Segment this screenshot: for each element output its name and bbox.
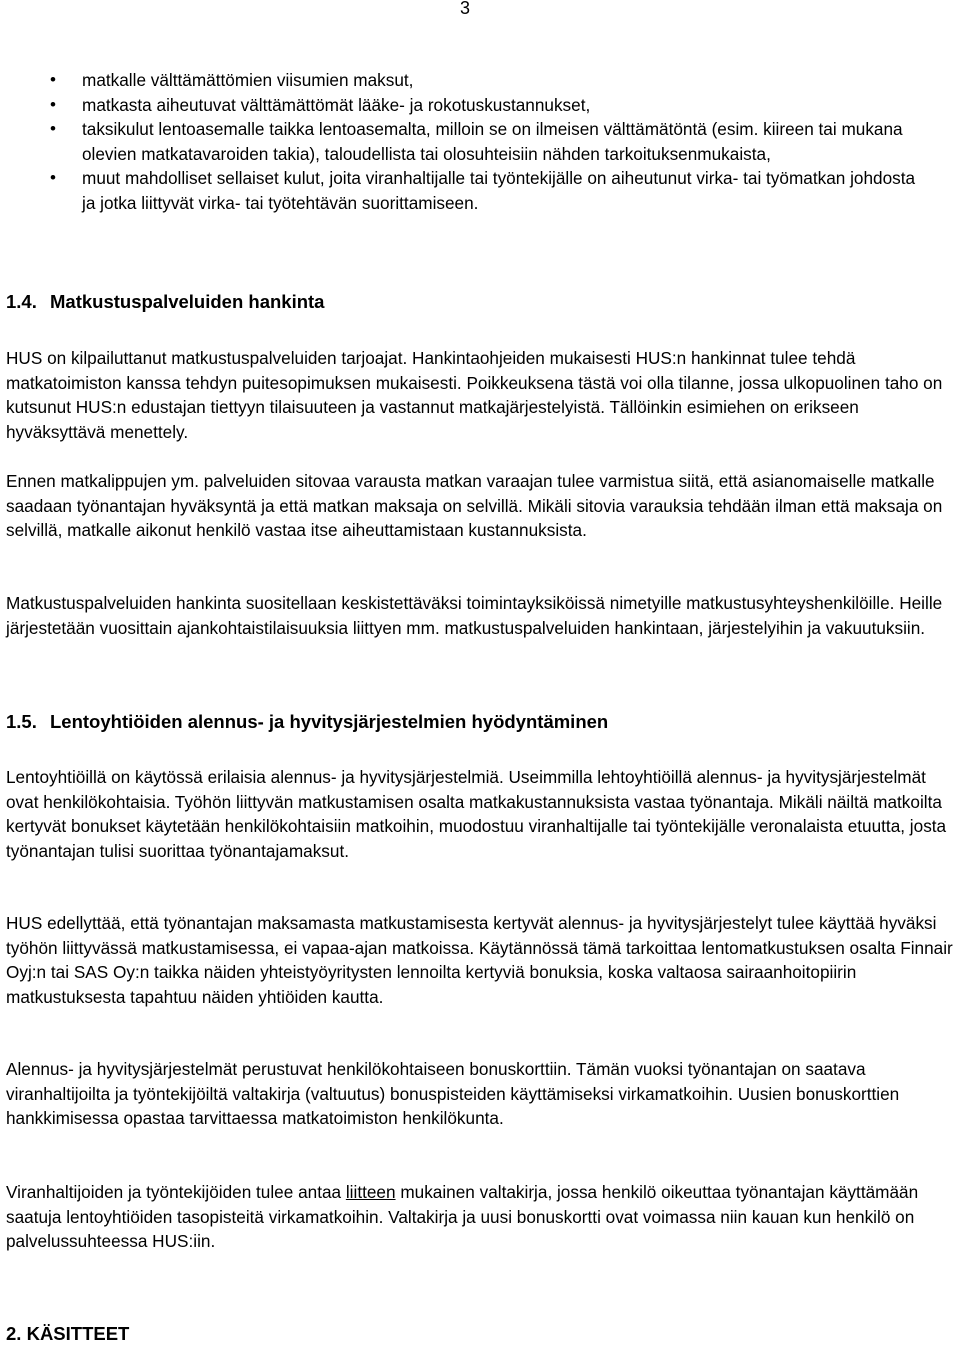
section-heading-1-5 [6,710,608,734]
section-title: Lentoyhtiöiden alennus- ja hyvitysjärjestelmien hyödyntäminen [50,711,609,732]
section-number: 2. [6,1323,22,1344]
section-title: Matkustuspalveluiden hankinta [50,291,325,312]
section-heading-2 [6,1322,129,1346]
paragraph: HUS on kilpailuttanut matkustuspalveluiden tarjoajat. Hankintaohjeiden mukaisesti HUS:n hankinnat tulee tehdä matkatoimiston kanssa tehdyn puitesopimuksen mukaisesti. Poikkeuksena tästä voi olla tilanne, jossa ulkopuolinen taho on kutsunut HUS:n edustajan tiettyyn tilaisuuteen ja vastannut matkajärjestelyistä. Tällöinkin esimiehen on erikseen hyväksyttävä menettely. [6,348,943,442]
bullet-text: muut mahdolliset sellaiset kulut, joita viranhaltijalle tai työntekijälle on aiheutunut virka- tai työmatkan johdosta ja jotka liittyvät virka- tai työtehtävän suorittamiseen. [82,168,916,213]
attachment-link[interactable]: liitteen [345,1182,396,1202]
paragraph: HUS edellyttää, että työnantajan maksamasta matkustamisesta kertyvät alennus- ja hyvitysjärjestelyt tulee käyttää hyväksi työhön liittyvässä matkustamisessa, ei vapaa-ajan matkoissa. Käytännössä tämä tarkoittaa lentomatkustuksen osalta Finnair Oyj:n tai SAS Oy:n taikka näiden yhteistyöyritysten lennoilta kertyviä bonuksia, koska valtaosa sairaanhoitopiirin matkustuksesta tapahtuu näiden yhtiöiden kautta. [6,913,953,1007]
paragraph [6,1180,956,1254]
section-title: KÄSITTEET [26,1323,130,1344]
section-heading-1-4 [6,290,324,314]
paragraph: Alennus- ja hyvitysjärjestelmät perustuvat henkilökohtaiseen bonuskorttiin. Tämän vuoksi työnantajan on saatava viranhaltijoilta ja työntekijöiltä valtakirja (valtuutus) bonuspisteiden käyttämiseksi virkamatkoihin. Uusien bonuskorttien hankkimisessa opastaa tarvittaessa matkatoimiston henkilökunta. [6,1059,900,1129]
section-number: 1.4. [6,291,37,312]
bullet-list [0,68,960,216]
section-number: 1.5. [6,711,37,732]
paragraph: Ennen matkalippujen ym. palveluiden sitovaa varausta matkan varaajan tulee varmistua siitä, että asianomaiselle matkalle saadaan työnantajan hyväksyntä ja että matkan maksaja on selvillä. Mikäli sitovia varauksia tehdään ilman että maksaja on selvillä, matkalle aikonut henkilö vastaa itse aiheuttamistaan kustannuksista. [6,471,943,541]
bullet-text: matkasta aiheutuvat välttämättömät lääke- ja rokotuskustannukset, [82,94,591,115]
bullet-dot-icon: • [50,119,56,139]
bullet-dot-icon: • [50,168,56,188]
paragraph-text: Viranhaltijoiden ja työntekijöiden tulee antaa [6,1182,346,1202]
bullet-text: taksikulut lentoasemalle taikka lentoasemalta, milloin se on ilmeisen välttämätöntä (esim. kiireen tai mukana olevien matkatavaroiden takia), taloudellista tai olosuhteisiin nähden tarkoituksenmukaista, [82,119,903,164]
bullet-text: matkalle välttämättömien viisumien maksut, [82,70,414,90]
page-number: 3 [460,0,471,18]
bullet-dot-icon: • [50,94,56,114]
bullet-dot-icon: • [50,70,56,89]
paragraph: Matkustuspalveluiden hankinta suositellaan keskistettäväksi toimintayksiköissä nimetyille matkustusyhteyshenkilöille. Heille järjestetään vuosittain ajankohtaistilaisuuksia liittyen mm. matkustuspalveluiden hankintaan, järjestelyihin ja vakuutuksiin. [6,593,943,638]
paragraph-text: mukainen valtakirja, jossa henkilö oikeuttaa työnantajan käyttämään saatuja lentoyhtiöiden tasopisteitä virkamatkoihin. Valtakirja ja uusi bonuskortti ovat voimassa niin kauan kun henkilö on palvelussuhteessa HUS:iin. [6,1182,919,1252]
bullet-item [0,117,922,166]
paragraph: Lentoyhtiöillä on käytössä erilaisia alennus- ja hyvitysjärjestelmiä. Useimmilla lehtoyhtiöillä alennus- ja hyvitysjärjestelmät ovat henkilökohtaisia. Työhön liittyvän matkustamisen osalta matkakustannuksista vastaa työnantaja. Mikäli näiltä matkoilta kertyvät bonukset käytetään henkilökohtaisiin matkoihin, muodostuu viranhaltijalle tai työntekijälle veronalaista etuutta, josta työnantajan tulisi suorittaa työnantajamaksut. [6,767,947,861]
bullet-item [0,166,922,215]
bullet-item [0,68,922,93]
bullet-item [0,93,922,118]
